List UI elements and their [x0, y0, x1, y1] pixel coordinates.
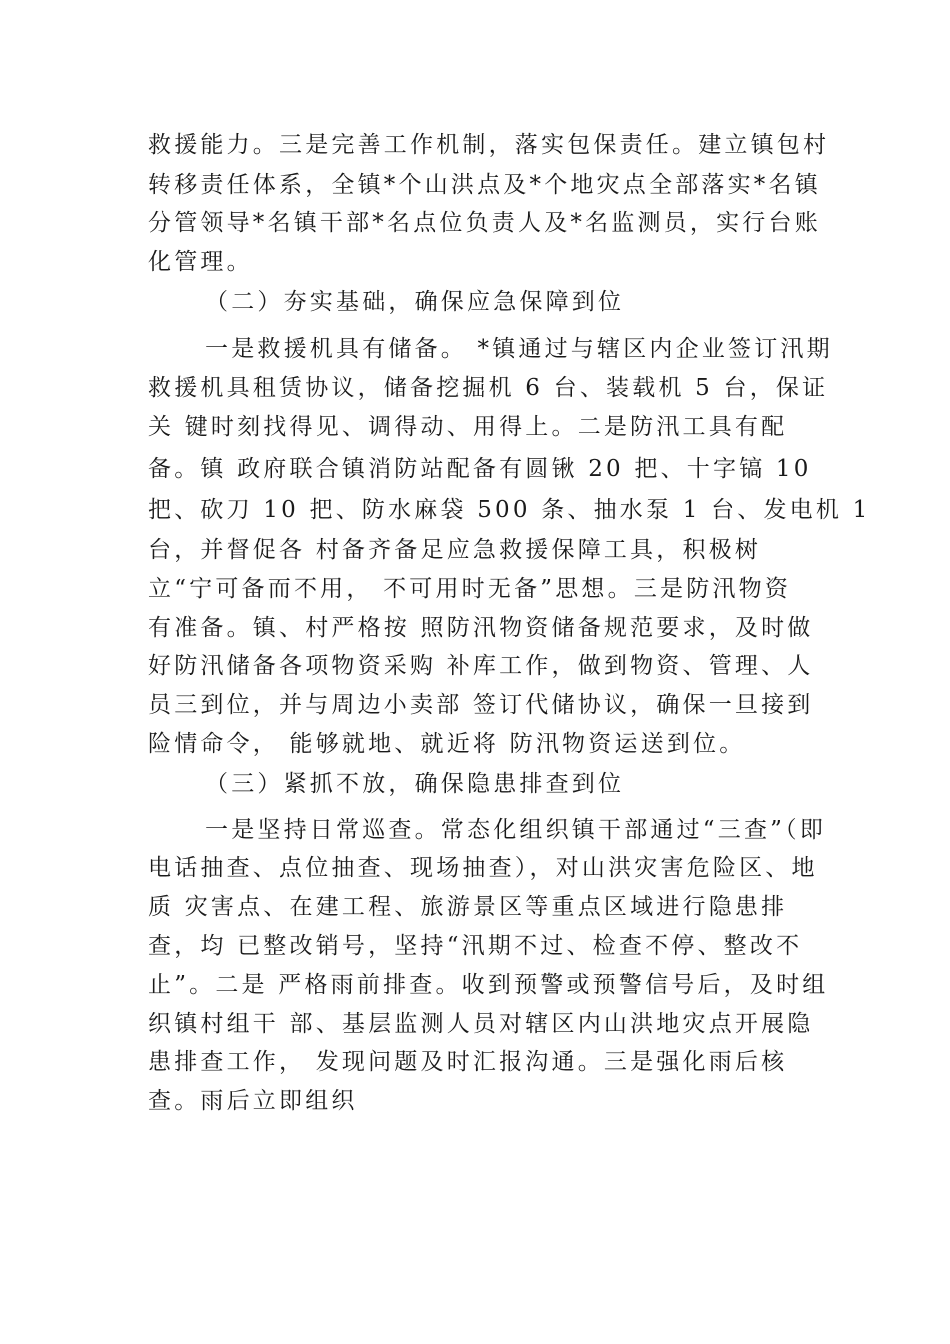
body-text-line: 险情命令， 能够就地、就近将 防汛物资运送到位。	[148, 731, 746, 757]
body-text-line: 分管领导*名镇干部*名点位负责人及*名监测员，实行台账	[148, 210, 821, 236]
body-text-line: 员三到位，并与周边小卖部 签订代储协议，确保一旦接到	[148, 692, 814, 718]
body-text-line: 立“宁可备而不用， 不可用时无备”思想。三是防汛物资	[148, 576, 792, 602]
body-text-line: 关 键时刻找得见、调得动、用得上。二是防汛工具有配	[148, 414, 788, 440]
body-text-line: 止”。二是 严格雨前排查。收到预警或预警信号后，及时组	[148, 972, 829, 998]
body-text-line: 查。雨后立即组织	[148, 1088, 358, 1114]
body-text-line: 电话抽查、点位抽查、现场抽查），对山洪灾害危险区、地	[148, 855, 818, 881]
body-text-line: 质 灾害点、在建工程、旅游景区等重点区域进行隐患排	[148, 894, 788, 920]
section-heading-2: （二）夯实基础，确保应急保障到位	[205, 289, 625, 315]
body-text-line: 好防汛储备各项物资采购 补库工作，做到物资、管理、人	[148, 653, 814, 679]
paragraph-start-line: 一是坚持日常巡查。常态化组织镇干部通过“三查”（即	[205, 817, 827, 843]
body-text-line: 化管理。	[148, 249, 253, 275]
section-heading-3: （三）紧抓不放，确保隐患排查到位	[205, 771, 625, 797]
body-text-line: 救援能力。三是完善工作机制，落实包保责任。建立镇包村	[148, 132, 830, 158]
body-text-line: 有准备。镇、村严格按 照防汛物资储备规范要求，及时做	[148, 615, 814, 641]
body-text-line: 把、砍刀 10 把、防水麻袋 500 条、抽水泵 1 台、发电机 1	[148, 497, 871, 523]
body-text-line: 救援机具租赁协议，储备挖掘机 6 台、装载机 5 台，保证	[148, 375, 829, 401]
body-text-line: 患排查工作， 发现问题及时汇报沟通。三是强化雨后核	[148, 1049, 788, 1075]
body-text-line: 查，均 已整改销号，坚持“汛期不过、检查不停、整改不	[148, 933, 803, 959]
body-text-line: 备。镇 政府联合镇消防站配备有圆锹 20 把、十字镐 10	[148, 456, 812, 482]
body-text-line: 转移责任体系，全镇*个山洪点及*个地灾点全部落实*名镇	[148, 172, 821, 198]
body-text-line: 台，并督促各 村备齐备足应急救援保障工具，积极树	[148, 537, 762, 563]
paragraph-start-line: 一是救援机具有储备。 *镇通过与辖区内企业签订汛期	[205, 336, 833, 362]
body-text-line: 织镇村组干 部、基层监测人员对辖区内山洪地灾点开展隐	[148, 1011, 814, 1037]
